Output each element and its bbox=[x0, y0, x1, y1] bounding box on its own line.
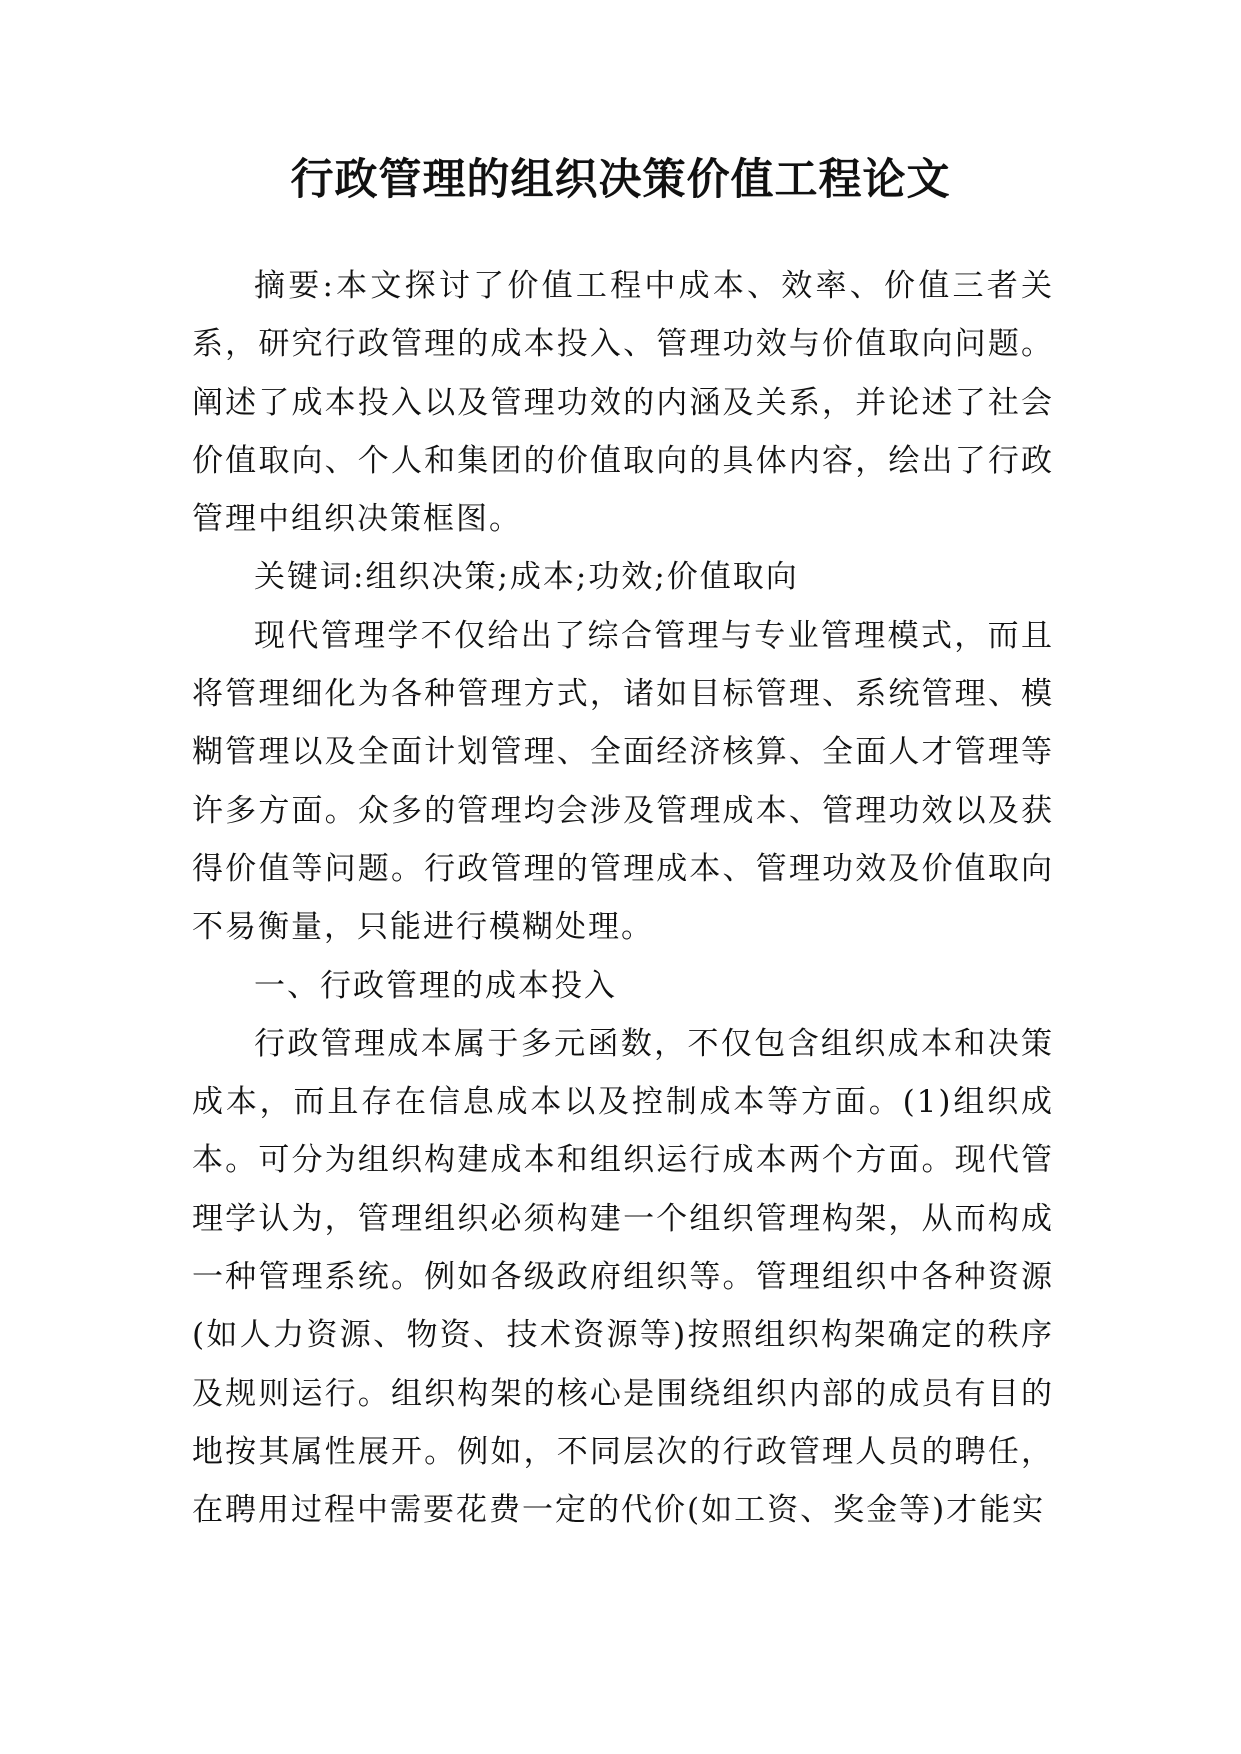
section-heading: 一、行政管理的成本投入 bbox=[254, 967, 617, 1004]
intro-paragraph: 现代管理学不仅给出了综合管理与专业管理模式，而且将管理细化为各种管理方式，诸如目标管理、系统管理、模糊管理以及全面计划管理、全面经济核算、全面人才管理等许多方面。众多的管理均会涉及管理成本、管理功效以及获得价值等问题。行政管理的管理成本、管理功效及价值取向不易衡量，只能进行模糊处理。 bbox=[192, 617, 1054, 946]
document-title: 行政管理的组织决策价值工程论文 bbox=[290, 155, 951, 205]
body-paragraph: 行政管理成本属于多元函数，不仅包含组织成本和决策成本，而且存在信息成本以及控制成本等方面。(1)组织成本。可分为组织构建成本和组织运行成本两个方面。现代管理学认为，管理组织必须构建一个组织管理构架，从而构成一种管理系统。例如各级政府组织等。管理组织中各种资源(如人力资源、物资、技术资源等)按照组织构架确定的秩序及规则运行。组织构架的核心是围绕组织内部的成员有目的地按其属性展开。例如，不同层次的行政管理人员的聘任，在聘用过程中需要花费一定的代价(如工资、奖金等)才能实 bbox=[192, 1025, 1054, 1529]
document-body bbox=[192, 257, 1054, 1540]
keywords-paragraph: 关键词:组织决策;成本;功效;价值取向 bbox=[254, 559, 799, 596]
abstract-paragraph: 摘要:本文探讨了价值工程中成本、效率、价值三者关系，研究行政管理的成本投入、管理功效与价值取向问题。阐述了成本投入以及管理功效的内涵及关系，并论述了社会价值取向、个人和集团的价值取向的具体内容，绘出了行政管理中组织决策框图。 bbox=[192, 268, 1054, 538]
